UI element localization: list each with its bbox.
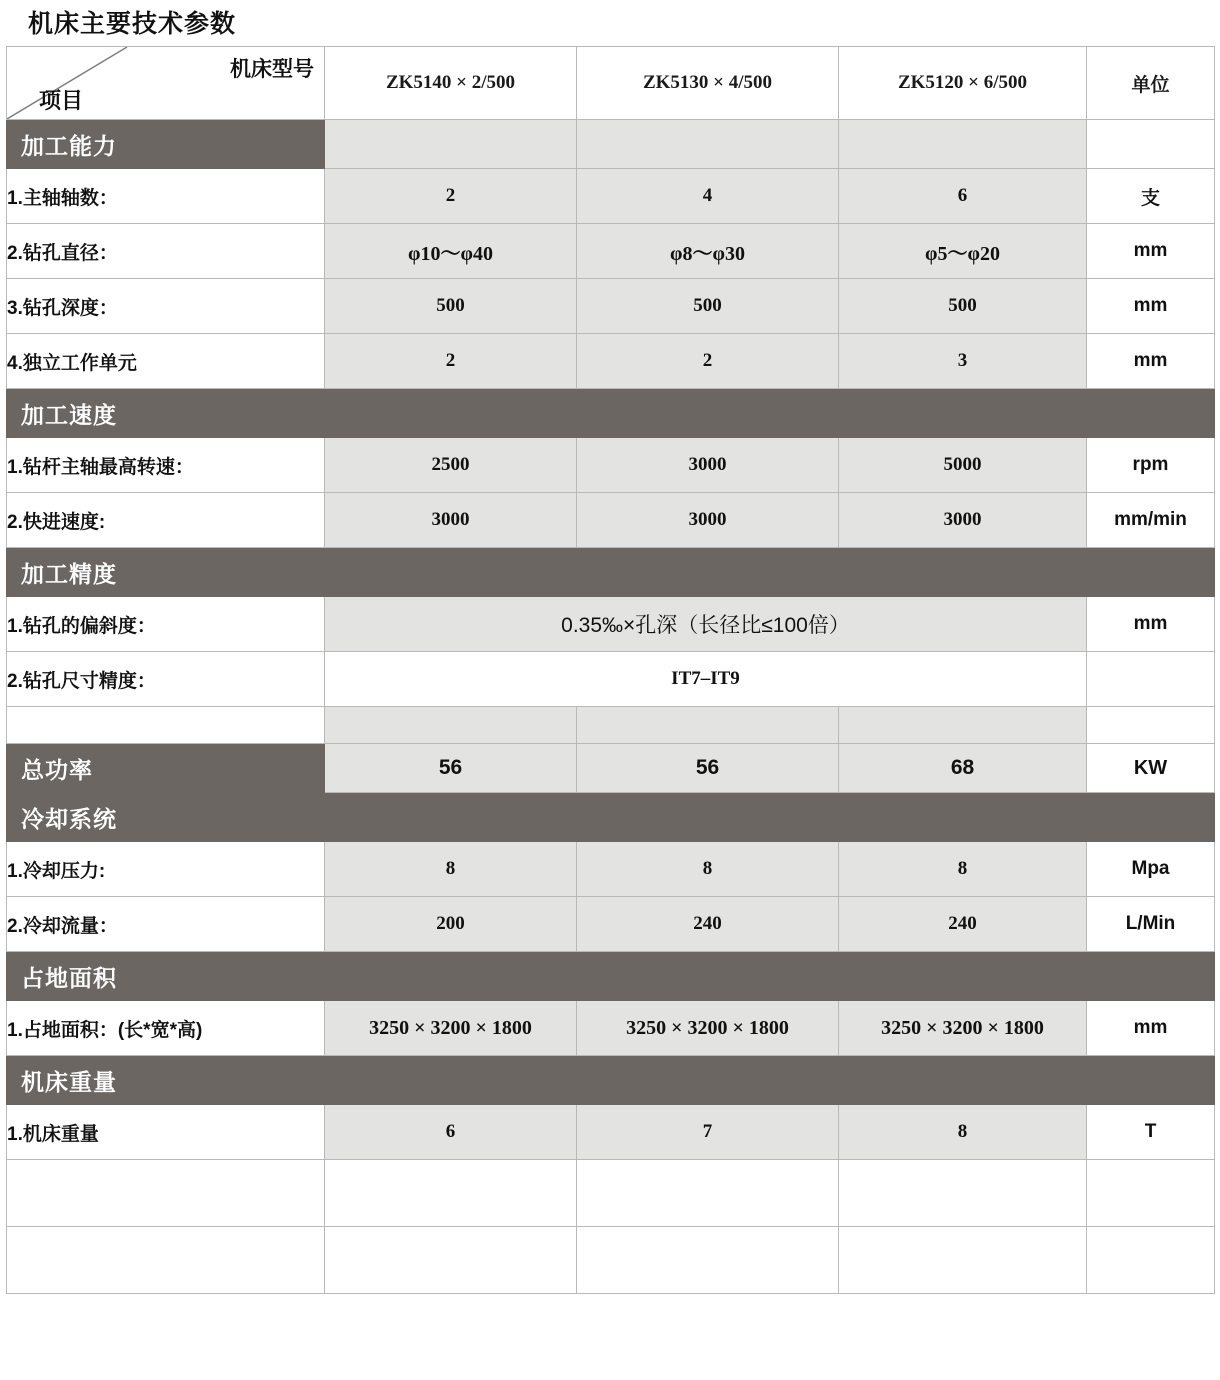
row-label (7, 1160, 325, 1227)
row-value-3: 8 (839, 1105, 1087, 1160)
section-band-value-1 (325, 548, 577, 597)
section-band-value-2 (577, 120, 839, 169)
section-band (7, 389, 1215, 438)
table-row (7, 1001, 1215, 1056)
row-label: 3.钻孔深度： (7, 279, 325, 334)
row-value-1: 3250 × 3200 × 1800 (325, 1001, 577, 1056)
table-row (7, 224, 1215, 279)
header-model-label: 机床型号 (230, 58, 314, 81)
row-unit: 支 (1087, 169, 1215, 224)
table-row (7, 652, 1215, 707)
row-unit (1087, 1160, 1215, 1227)
row-label (7, 1227, 325, 1294)
row-label: 1.占地面积：(长*宽*高) (7, 1001, 325, 1056)
row-label: 1.冷却压力: (7, 842, 325, 897)
row-label: 1.机床重量 (7, 1105, 325, 1160)
row-value-3 (839, 1227, 1087, 1294)
section-band (7, 548, 1215, 597)
row-value-merged: IT7–IT9 (325, 652, 1087, 707)
row-value-1: 3000 (325, 493, 577, 548)
row-value-3: 3 (839, 334, 1087, 389)
row-value-3: 3000 (839, 493, 1087, 548)
row-value-3: 3250 × 3200 × 1800 (839, 1001, 1087, 1056)
row-label: 2.钻孔直径： (7, 224, 325, 279)
table-row-spacer (7, 707, 1215, 744)
row-unit: mm (1087, 279, 1215, 334)
row-unit (1087, 1227, 1215, 1294)
row-value-1: 200 (325, 897, 577, 952)
section-title: 加工速度 (7, 389, 325, 438)
row-label: 2.钻孔尺寸精度： (7, 652, 325, 707)
section-title: 机床重量 (7, 1056, 325, 1105)
row-unit: mm (1087, 1001, 1215, 1056)
section-band-unit (1087, 548, 1215, 597)
table-row (7, 897, 1215, 952)
table-row (7, 597, 1215, 652)
row-value-3 (839, 707, 1087, 744)
section-band-unit (1087, 793, 1215, 842)
table-row (7, 334, 1215, 389)
table-row (7, 842, 1215, 897)
row-label (7, 707, 325, 744)
row-value-2: 3000 (577, 493, 839, 548)
section-title: 冷却系统 (7, 793, 325, 842)
row-value-1: 2 (325, 334, 577, 389)
section-title: 总功率 (7, 744, 325, 793)
row-value-2: 7 (577, 1105, 839, 1160)
row-label: 2.冷却流量： (7, 897, 325, 952)
section-band-value-2 (577, 548, 839, 597)
row-value-3: 6 (839, 169, 1087, 224)
row-value-1: 2 (325, 169, 577, 224)
section-band-value-3 (839, 793, 1087, 842)
row-value-3: 5000 (839, 438, 1087, 493)
section-band-value-1 (325, 120, 577, 169)
row-unit: Mpa (1087, 842, 1215, 897)
row-value-3: 500 (839, 279, 1087, 334)
row-value-merged: 0.35‰×孔深（长径比≤100倍） (325, 597, 1087, 652)
table-row (7, 1105, 1215, 1160)
section-band-value-1 (325, 389, 577, 438)
section-band-value-3 (839, 389, 1087, 438)
section-band-value-3 (839, 952, 1087, 1001)
section-band-value-3 (839, 548, 1087, 597)
row-unit (1087, 652, 1215, 707)
table-row (7, 279, 1215, 334)
section-title: 占地面积 (7, 952, 325, 1001)
section-band-unit: KW (1087, 744, 1215, 793)
row-value-2: 240 (577, 897, 839, 952)
section-band-value-2 (577, 793, 839, 842)
row-unit: rpm (1087, 438, 1215, 493)
row-unit: mm (1087, 224, 1215, 279)
section-band-value-3 (839, 120, 1087, 169)
section-band-value-1 (325, 952, 577, 1001)
row-value-1: 2500 (325, 438, 577, 493)
header-column-1: ZK5140 × 2/500 (325, 47, 577, 120)
row-value-2: φ8～φ30 (577, 224, 839, 279)
row-unit: T (1087, 1105, 1215, 1160)
row-unit: mm/min (1087, 493, 1215, 548)
row-unit (1087, 707, 1215, 744)
row-label: 1.主轴轴数： (7, 169, 325, 224)
table-row-empty (7, 1227, 1215, 1294)
row-value-2 (577, 1227, 839, 1294)
section-band-value-3: 68 (839, 744, 1087, 793)
section-title: 加工能力 (7, 120, 325, 169)
row-value-1: 500 (325, 279, 577, 334)
header-column-3: ZK5120 × 6/500 (839, 47, 1087, 120)
row-value-3: 8 (839, 842, 1087, 897)
section-band-value-1 (325, 793, 577, 842)
row-value-2: 3000 (577, 438, 839, 493)
table-header-row (7, 47, 1215, 120)
row-value-3: 240 (839, 897, 1087, 952)
section-band-unit (1087, 389, 1215, 438)
row-value-3: φ5～φ20 (839, 224, 1087, 279)
row-value-2: 3250 × 3200 × 1800 (577, 1001, 839, 1056)
row-value-3 (839, 1160, 1087, 1227)
row-label: 4.独立工作单元 (7, 334, 325, 389)
section-band (7, 120, 1215, 169)
section-band-value-2: 56 (577, 744, 839, 793)
row-value-2 (577, 707, 839, 744)
row-value-2 (577, 1160, 839, 1227)
section-band (7, 744, 1215, 793)
row-label: 1.钻孔的偏斜度： (7, 597, 325, 652)
section-band-value-2 (577, 1056, 839, 1105)
row-value-1: 6 (325, 1105, 577, 1160)
row-value-1 (325, 1160, 577, 1227)
row-label: 2.快进速度: (7, 493, 325, 548)
section-band-unit (1087, 952, 1215, 1001)
section-band-unit (1087, 120, 1215, 169)
section-title: 加工精度 (7, 548, 325, 597)
header-unit: 单位 (1087, 47, 1215, 120)
row-value-2: 500 (577, 279, 839, 334)
row-label: 1.钻杆主轴最高转速： (7, 438, 325, 493)
table-row (7, 493, 1215, 548)
row-unit: mm (1087, 334, 1215, 389)
machine-spec-table (6, 46, 1215, 1294)
row-value-2: 2 (577, 334, 839, 389)
row-value-1 (325, 707, 577, 744)
row-value-1 (325, 1227, 577, 1294)
section-band-value-2 (577, 952, 839, 1001)
section-band (7, 952, 1215, 1001)
row-unit: L/Min (1087, 897, 1215, 952)
section-band-unit (1087, 1056, 1215, 1105)
row-unit: mm (1087, 597, 1215, 652)
section-band-value-1: 56 (325, 744, 577, 793)
section-band (7, 793, 1215, 842)
section-band-value-3 (839, 1056, 1087, 1105)
table-row (7, 438, 1215, 493)
table-row (7, 169, 1215, 224)
row-value-2: 4 (577, 169, 839, 224)
header-item-label: 项目 (39, 88, 84, 113)
section-band-value-2 (577, 389, 839, 438)
row-value-1: φ10～φ40 (325, 224, 577, 279)
header-corner-cell (7, 47, 325, 120)
section-band (7, 1056, 1215, 1105)
section-band-value-1 (325, 1056, 577, 1105)
row-value-2: 8 (577, 842, 839, 897)
page-title: 机床主要技术参数 (28, 10, 237, 38)
header-column-2: ZK5130 × 4/500 (577, 47, 839, 120)
row-value-1: 8 (325, 842, 577, 897)
table-row-empty (7, 1160, 1215, 1227)
